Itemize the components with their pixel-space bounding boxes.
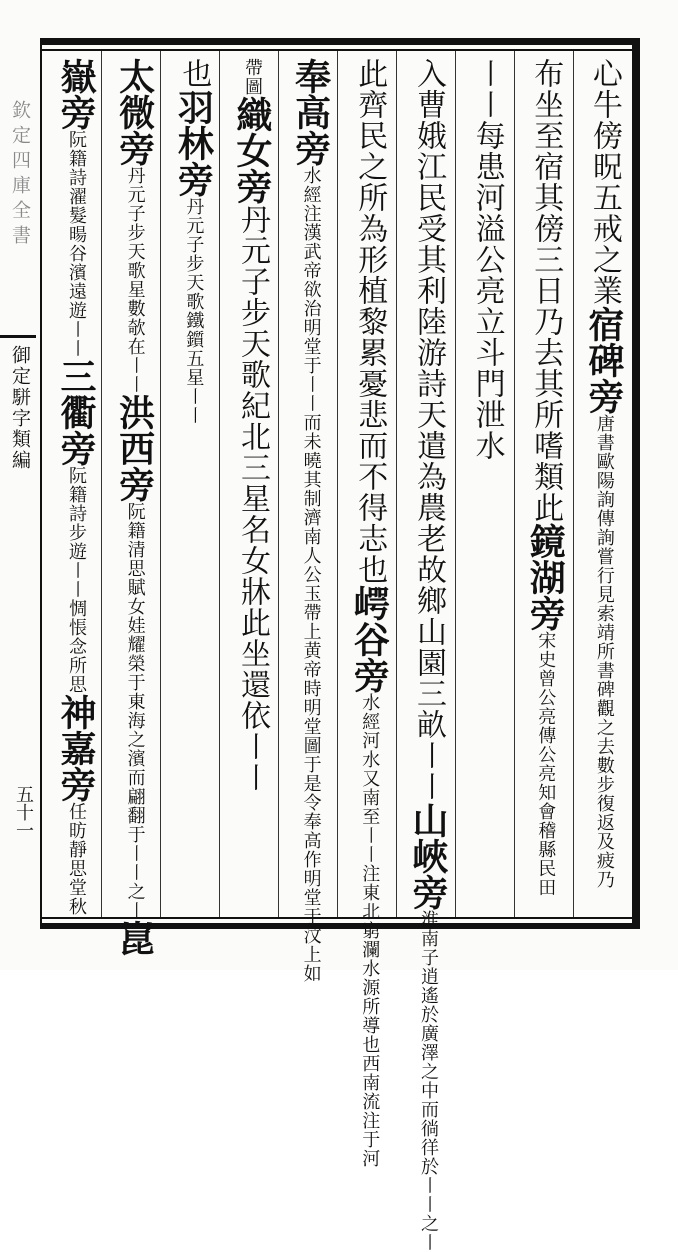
text-column <box>406 58 449 1252</box>
text-column <box>584 58 624 913</box>
column-separator <box>514 51 515 917</box>
column-separator <box>396 51 397 917</box>
text-column <box>232 58 272 913</box>
annotation-text: 水經注漢武帝欲治明堂于〡〡而未曉其制濟南人公玉帶上黄帝時明堂圖于是令奉高作明堂于汶上如 <box>300 166 322 983</box>
page-margin-strip <box>0 45 40 923</box>
annotation-text: 阮籍詩步遊〡〡惆悵念所思 <box>66 466 87 694</box>
body-text: 也 <box>176 58 212 89</box>
body-text: 此齊民之所為形植黎累憂悲而不得志也 <box>352 58 388 585</box>
body-text: 布坐至宿其傍三日乃去其所嗜類此 <box>528 58 564 523</box>
page-number: 五十一 <box>13 785 34 839</box>
frame-right-border <box>632 38 640 929</box>
text-column <box>348 58 391 1168</box>
text-column <box>113 58 156 956</box>
book-title: 御定駢字類編 <box>9 345 31 471</box>
annotation-text: 丹元子步天歌鐵鑕五星〡〡 <box>183 197 205 425</box>
entry-heading: 鏡湖旁 <box>524 523 567 631</box>
frame-left-border <box>40 38 42 929</box>
entry-heading: 太微旁 <box>113 58 156 166</box>
annotation-text: 宋史曾公亮傳公亮知會稽縣民田 <box>535 631 557 897</box>
annotation-text: 淮南子逍遙於廣澤之中而徜徉於〡〡之〡 <box>417 910 439 1252</box>
annotation-text: 丹元子步天歌星數欹在〡〡 <box>124 166 146 394</box>
column-separator <box>160 51 161 917</box>
text-column <box>55 58 97 916</box>
column-separator <box>337 51 338 917</box>
entry-heading: 奉高旁 <box>289 58 332 166</box>
annotation-text: 任昉靜思堂秋 <box>66 802 87 916</box>
text-column <box>173 58 213 913</box>
frame-top-border <box>40 38 640 45</box>
column-separator <box>278 51 279 917</box>
text-column <box>467 58 507 913</box>
margin-divider <box>0 335 36 338</box>
entry-heading: 三衢旁 <box>55 358 97 466</box>
entry-heading: 山峽旁 <box>406 802 449 910</box>
entry-heading: 神嘉旁 <box>55 694 97 802</box>
column-separator <box>455 51 456 917</box>
column-separator <box>101 51 102 917</box>
text-columns <box>55 58 625 1252</box>
entry-heading: 嶽旁 <box>55 58 97 130</box>
annotation-text: 阮籍詩濯髮暘谷濱遠遊〡〡 <box>66 130 87 358</box>
column-separator <box>573 51 574 917</box>
entry-heading: 崿谷旁 <box>348 585 391 693</box>
entry-heading: 羽林旁 <box>172 89 215 197</box>
annotation-text: 唐書歐陽詢傳詢嘗行見索靖所書碑觀之去數步復返及疲乃 <box>593 414 615 889</box>
annotation-text: 水經河水又南至〡〡注東北窮瀾水源所導也西南流注于河 <box>359 693 381 1168</box>
annotation-text: 阮籍清思賦女娃耀榮于東海之濱而翩翻于〡〡之〡 <box>124 502 146 920</box>
faded-series-title: 欽定四庫全書 <box>9 100 31 250</box>
body-text: 〡〡每患河溢公亮立斗門泄水 <box>469 58 505 461</box>
frame-top-inner-border <box>40 49 640 51</box>
body-text: 心牛傍㫛五戒之業 <box>586 58 622 306</box>
text-column <box>289 58 332 983</box>
annotation-text: 帶圖 <box>241 58 263 96</box>
entry-heading: 織女旁 <box>230 96 273 204</box>
entry-heading: 崑 <box>113 920 156 956</box>
text-column <box>525 58 565 913</box>
entry-heading: 洪西旁 <box>113 394 156 502</box>
entry-heading: 宿碑旁 <box>582 306 625 414</box>
column-separator <box>219 51 220 917</box>
body-text: 入曹娥江民受其利陸游詩天遣為農老故鄉山園三畝〡〡 <box>410 58 446 802</box>
body-text: 丹元子步天歌紀北三星名女牀此坐還依〡〡 <box>234 204 270 793</box>
